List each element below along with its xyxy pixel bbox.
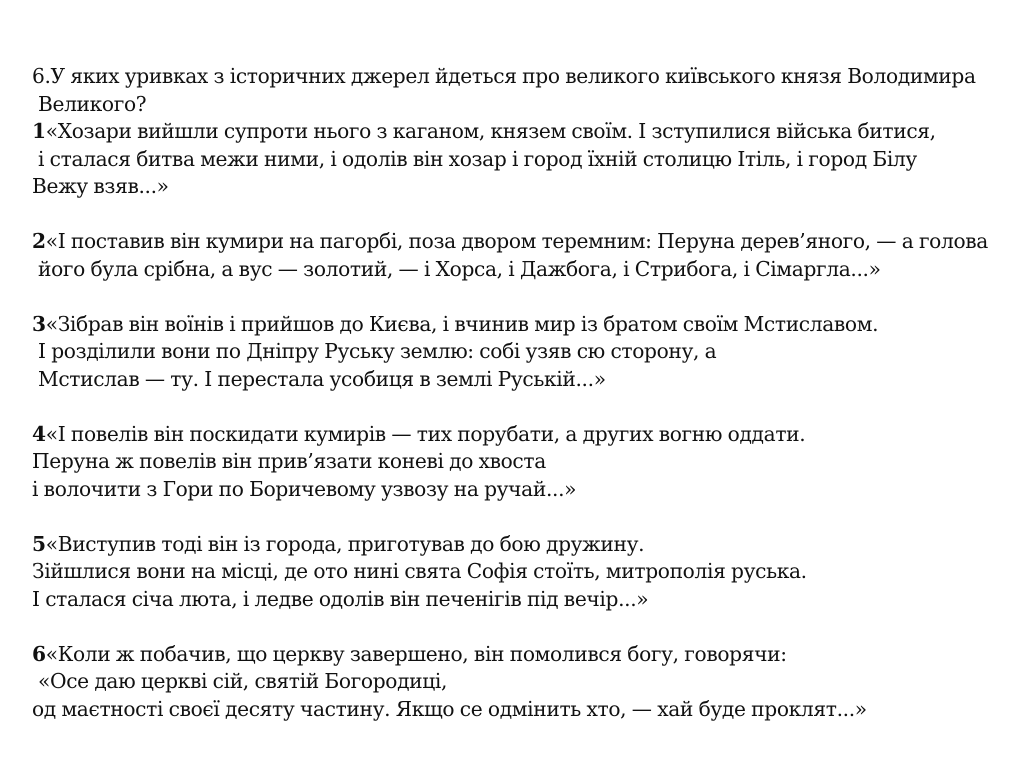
passage-2-line-1: 2«І поставив він кумири на пагорбі, поза двором теремним: Перуна дерев’яного, — а голова bbox=[32, 229, 988, 253]
passage-5-line-1: 5«Виступив тоді він із города, приготував до бою дружину. bbox=[32, 531, 645, 556]
slide-text bbox=[32, 63, 1002, 723]
paragraph-gap bbox=[32, 393, 1002, 421]
passage-number: 1 bbox=[32, 119, 46, 143]
paragraph-gap bbox=[32, 613, 1002, 641]
passage-6-line-3: од маєтності своєї десяту частину. Якщо се одмінить хто, — хай буде проклят...» bbox=[32, 696, 867, 721]
passage-number: 6 bbox=[32, 641, 46, 666]
passage-2-line-2: його була срібна, а вус — золотий, — і Хорса, і Дажбога, і Стрибога, і Сімаргла...» bbox=[38, 256, 881, 281]
paragraph-gap bbox=[32, 201, 1002, 229]
passage-5-line-2: Зійшлися вони на місці, де ото нині свята Софія стоїть, митрополія руська. bbox=[32, 559, 807, 583]
passage-number: 3 bbox=[32, 311, 46, 336]
paragraph-gap bbox=[32, 503, 1002, 531]
passage-number: 2 bbox=[32, 229, 46, 253]
passage-1-line-3: Вежу взяв...» bbox=[32, 174, 169, 198]
passage-number: 4 bbox=[32, 421, 46, 446]
passage-6-line-1: 6«Коли ж побачив, що церкву завершено, він помолився богу, говорячи: bbox=[32, 641, 787, 666]
question-line-2: Великого? bbox=[38, 91, 147, 116]
passage-1-line-1: 1«Хозари вийшли супроти нього з каганом, князем своїм. І зступилися війська битися, bbox=[32, 119, 936, 143]
passage-3-line-3: Мстислав — ту. І перестала усобиця в землі Руській...» bbox=[38, 366, 606, 391]
passage-5-line-3: І сталася січа люта, і ледве одолів він печенігів під вечір...» bbox=[32, 586, 649, 611]
passage-1-line-2: і сталася битва межи ними, і одолів він хозар і город їхній столицю Ітіль, і город Білу bbox=[38, 146, 917, 171]
passage-6-line-2: «Осе даю церкві сій, святій Богородиці, bbox=[38, 669, 448, 693]
passage-4-line-2: Перуна ж повелів він прив’язати коневі до хвоста bbox=[32, 449, 546, 473]
paragraph-gap bbox=[32, 283, 1002, 311]
passage-3-line-2: І розділили вони по Дніпру Руську землю: собі узяв сю сторону, а bbox=[38, 339, 717, 363]
question-line-1: 6.У яких уривках з історичних джерел йдеться про великого київського князя Володимира bbox=[32, 64, 976, 88]
passage-number: 5 bbox=[32, 531, 46, 556]
passage-4-line-1: 4«І повелів він поскидати кумирів — тих порубати, а других вогню оддати. bbox=[32, 421, 806, 446]
passage-4-line-3: і волочити з Гори по Боричевому узвозу на ручай...» bbox=[32, 476, 577, 501]
passage-3-line-1: 3«Зібрав він воїнів і прийшов до Києва, і вчинив мир із братом своїм Мстиславом. bbox=[32, 311, 879, 336]
